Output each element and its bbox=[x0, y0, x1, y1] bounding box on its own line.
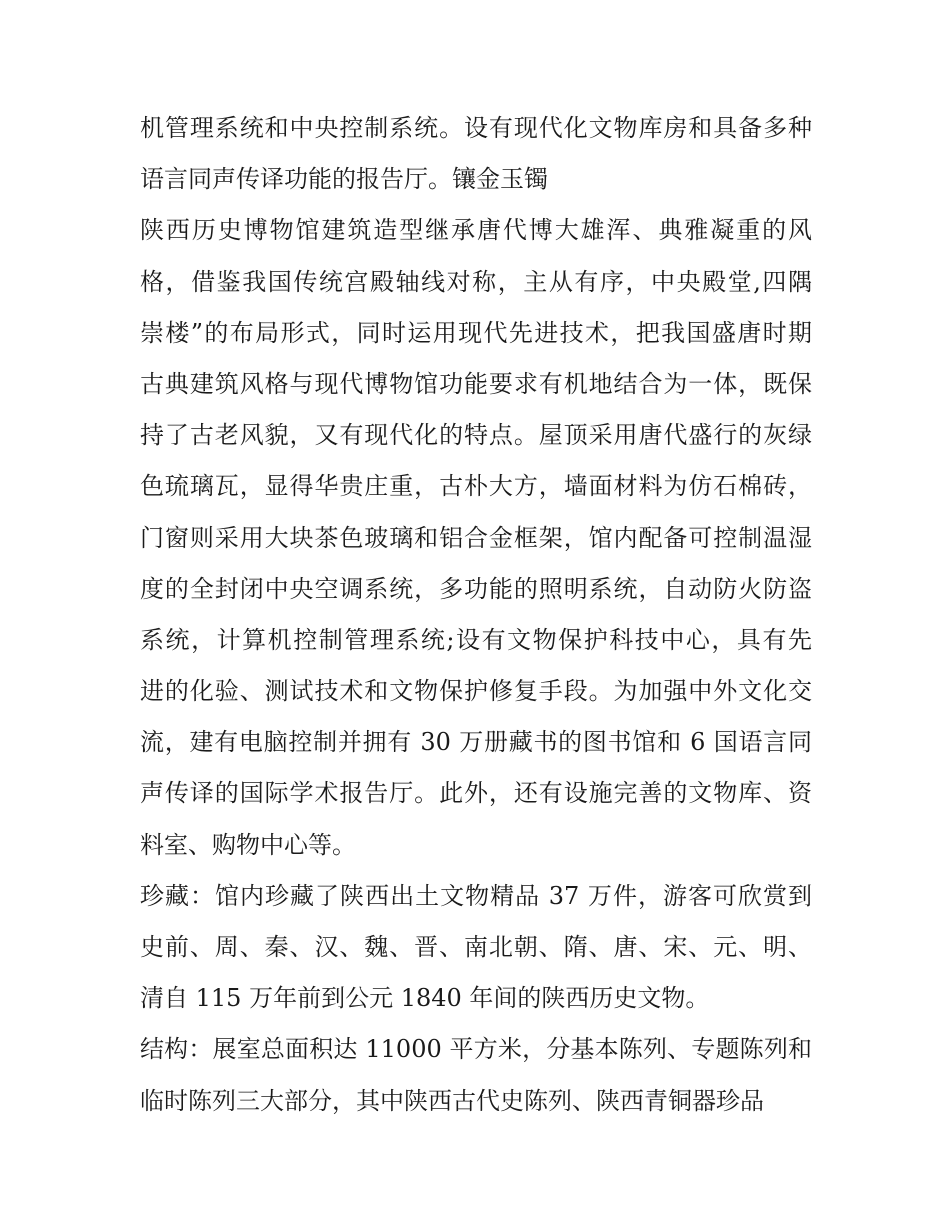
text-line: 珍藏：馆内珍藏了陕西出土文物精品 37 万件，游客可欣赏到 bbox=[140, 881, 812, 910]
text-line: 陕西历史博物馆建筑造型继承唐代博大雄浑、典雅凝重的风 bbox=[140, 216, 812, 245]
text-line: 格，借鉴我国传统宫殿轴线对称，主从有序，中央殿堂,四隅 bbox=[140, 267, 812, 296]
paragraph-structure bbox=[140, 1024, 812, 1126]
text-line: 门窗则采用大块茶色玻璃和铝合金框架，馆内配备可控制温湿 bbox=[140, 523, 812, 552]
text-line: 声传译的国际学术报告厅。此外，还有设施完善的文物库、资 bbox=[140, 779, 812, 808]
text-line: 持了古老风貌，又有现代化的特点。屋顶采用唐代盛行的灰绿 bbox=[140, 421, 812, 450]
text-line: 色琉璃瓦，显得华贵庄重，古朴大方，墙面材料为仿石棉砖， bbox=[140, 472, 812, 501]
text-line: 古典建筑风格与现代博物馆功能要求有机地结合为一体，既保 bbox=[140, 369, 812, 398]
text-line: 流，建有电脑控制并拥有 30 万册藏书的图书馆和 6 国语言同 bbox=[140, 728, 812, 757]
text-line: 料室、购物中心等。 bbox=[140, 830, 356, 859]
text-line: 机管理系统和中央控制系统。设有现代化文物库房和具备多种 bbox=[140, 114, 812, 142]
text-line: 崇楼”的布局形式，同时运用现代先进技术，把我国盛唐时期 bbox=[140, 318, 812, 347]
text-line: 度的全封闭中央空调系统，多功能的照明系统，自动防火防盗 bbox=[140, 574, 812, 603]
text-line: 语言同声传译功能的报告厅。镶金玉镯 bbox=[140, 165, 548, 194]
text-line: 临时陈列三大部分，其中陕西古代史陈列、陕西青铜器珍品 bbox=[140, 1086, 764, 1115]
paragraph-intro-continued bbox=[140, 103, 812, 205]
document-body bbox=[140, 103, 812, 1127]
paragraph-architecture bbox=[140, 205, 812, 870]
text-line: 史前、周、秦、汉、魏、晋、南北朝、隋、唐、宋、元、明、 bbox=[140, 933, 812, 961]
text-line: 进的化验、测试技术和文物保护修复手段。为加强中外文化交 bbox=[140, 677, 812, 706]
text-line: 系统，计算机控制管理系统;设有文物保护科技中心，具有先 bbox=[140, 625, 812, 654]
text-line: 结构：展室总面积达 11000 平方米，分基本陈列、专题陈列和 bbox=[140, 1035, 812, 1064]
paragraph-collection bbox=[140, 871, 812, 1025]
text-line: 清自 115 万年前到公元 1840 年间的陕西历史文物。 bbox=[140, 984, 710, 1013]
